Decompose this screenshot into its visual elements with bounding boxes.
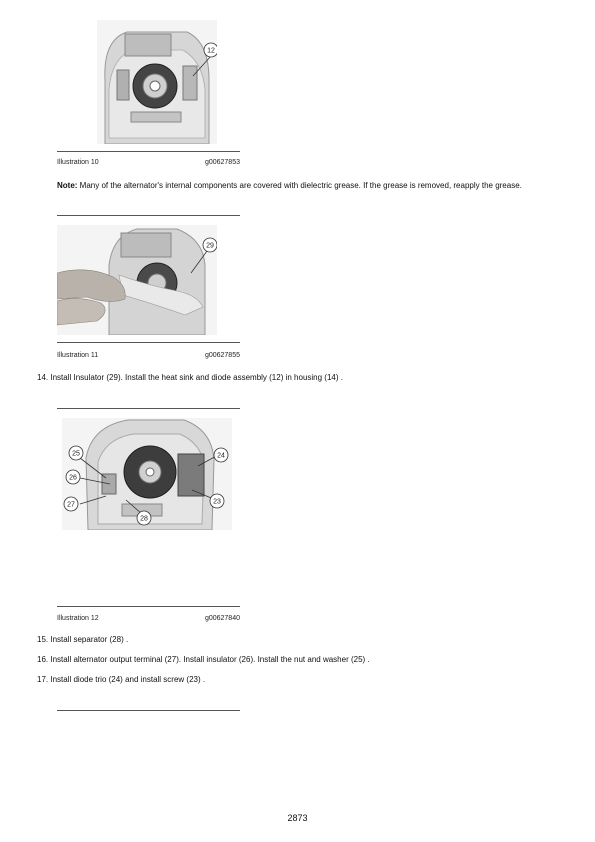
step-text: Install Insulator (29). Install the heat sink and diode assembly (12) in housing (14) . bbox=[50, 373, 343, 382]
figure-2-caption-label: Illustration 11 bbox=[57, 352, 99, 359]
step-16 bbox=[37, 654, 557, 665]
callout-29: 29 bbox=[206, 242, 214, 250]
figure-3-top-rule bbox=[57, 408, 240, 409]
step-14 bbox=[37, 372, 557, 383]
callout-26: 26 bbox=[69, 474, 77, 482]
step-17 bbox=[37, 674, 557, 685]
figure-2-graphic-id: g00627855 bbox=[204, 352, 240, 359]
figure-3-graphic-id: g00627840 bbox=[204, 615, 240, 622]
figure-1-graphic-id: g00627853 bbox=[204, 159, 240, 166]
step-number: 16. bbox=[37, 655, 49, 664]
illustration-12-photo bbox=[62, 418, 232, 530]
figure-2-caption-rule bbox=[57, 342, 240, 343]
figure-1-caption-label: Illustration 10 bbox=[57, 159, 99, 166]
callout-24: 24 bbox=[217, 452, 225, 460]
figure-1-caption-rule bbox=[57, 151, 240, 152]
step-text: Install alternator output terminal (27). Install insulator (26). Install the nut and washer (25) . bbox=[50, 655, 370, 664]
figure-3-caption-label: Illustration 12 bbox=[57, 615, 99, 622]
insulator-installation-image bbox=[57, 225, 217, 335]
note-paragraph bbox=[57, 180, 552, 191]
callout-25: 25 bbox=[72, 450, 80, 458]
diode-trio-installation-image bbox=[62, 418, 232, 530]
step-number: 17. bbox=[37, 675, 49, 684]
illustration-10-photo bbox=[97, 20, 217, 144]
callout-23: 23 bbox=[213, 498, 221, 506]
alternator-housing-image bbox=[97, 20, 217, 144]
note-label: Note: bbox=[57, 181, 78, 190]
note-text: Many of the alternator's internal components are covered with dielectric grease. If the grease is removed, reapply the grease. bbox=[77, 181, 522, 190]
callout-27: 27 bbox=[67, 501, 75, 509]
step-number: 14. bbox=[37, 373, 49, 382]
page-number: 2873 bbox=[287, 813, 308, 823]
figure-3-caption-rule bbox=[57, 606, 240, 607]
figure-4-top-rule bbox=[57, 710, 240, 711]
callout-12: 12 bbox=[207, 47, 215, 55]
callout-28: 28 bbox=[140, 515, 148, 523]
step-number: 15. bbox=[37, 635, 49, 644]
step-text: Install diode trio (24) and install screw (23) . bbox=[50, 675, 206, 684]
step-text: Install separator (28) . bbox=[50, 635, 129, 644]
illustration-11-photo bbox=[57, 225, 217, 335]
figure-2-top-rule bbox=[57, 215, 240, 216]
step-15 bbox=[37, 634, 557, 645]
